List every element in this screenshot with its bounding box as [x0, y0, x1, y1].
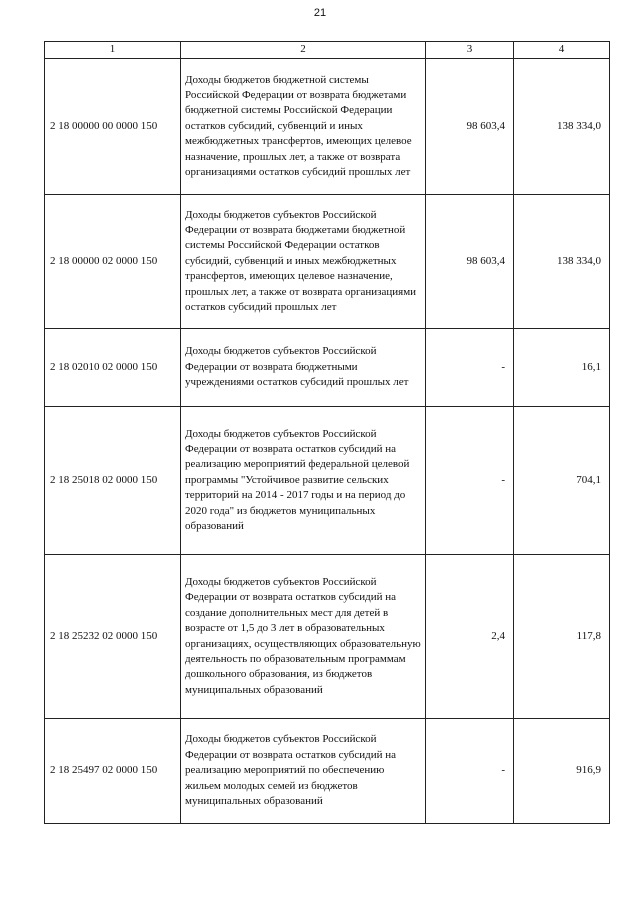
- table-row: [45, 719, 610, 824]
- table-row: [45, 195, 610, 329]
- description-cell: Доходы бюджетов субъектов Российской Федерации от возврата бюджетами бюджетной системы Российской Федерации остатков субсидий, субвенций и иных межбюджетных трансфертов, имеющих целевое назначение, прошлых лет, а также от возврата организациями остатков субсидий прошлых лет: [181, 195, 426, 329]
- value-col4-cell: 916,9: [514, 719, 610, 824]
- description-cell: Доходы бюджетов субъектов Российской Федерации от возврата остатков субсидий на реализацию мероприятий по обеспечению жильем молодых семей из бюджетов муниципальных образований: [181, 719, 426, 824]
- column-header-4: 4: [514, 42, 610, 59]
- table-row: [45, 329, 610, 407]
- column-header-3: 3: [426, 42, 514, 59]
- value-col4-cell: 117,8: [514, 555, 610, 719]
- value-col3-cell: 98 603,4: [426, 59, 514, 195]
- budget-code-cell: 2 18 00000 00 0000 150: [45, 59, 181, 195]
- description-cell: Доходы бюджетов субъектов Российской Федерации от возврата остатков субсидий на реализацию мероприятий федеральной целевой программы "Устойчивое развитие сельских территорий на 2014 - 2017 годы и на период до 2020 года" из бюджетов муниципальных образований: [181, 407, 426, 555]
- value-col3-cell: 98 603,4: [426, 195, 514, 329]
- table-row: [45, 555, 610, 719]
- value-col4-cell: 704,1: [514, 407, 610, 555]
- value-col4-cell: 16,1: [514, 329, 610, 407]
- value-col4-cell: 138 334,0: [514, 59, 610, 195]
- budget-revenue-table: [44, 41, 610, 824]
- table-row: [45, 407, 610, 555]
- description-cell: Доходы бюджетов бюджетной системы Российской Федерации от возврата бюджетами бюджетной системы Российской Федерации остатков субсидий, субвенций и иных межбюджетных трансфертов, имеющих целевое назначение, прошлых лет, а также от возврата организациями остатков субсидий прошлых лет: [181, 59, 426, 195]
- description-cell: Доходы бюджетов субъектов Российской Федерации от возврата бюджетными учреждениями остатков субсидий прошлых лет: [181, 329, 426, 407]
- value-col3-cell: 2,4: [426, 555, 514, 719]
- budget-code-cell: 2 18 25018 02 0000 150: [45, 407, 181, 555]
- budget-code-cell: 2 18 25497 02 0000 150: [45, 719, 181, 824]
- column-header-1: 1: [45, 42, 181, 59]
- budget-code-cell: 2 18 00000 02 0000 150: [45, 195, 181, 329]
- value-col3-cell: -: [426, 407, 514, 555]
- value-col3-cell: -: [426, 329, 514, 407]
- budget-code-cell: 2 18 25232 02 0000 150: [45, 555, 181, 719]
- value-col3-cell: -: [426, 719, 514, 824]
- page-number: 21: [313, 7, 327, 19]
- value-col4-cell: 138 334,0: [514, 195, 610, 329]
- description-cell: Доходы бюджетов субъектов Российской Федерации от возврата остатков субсидий на создание дополнительных мест для детей в возрасте от 1,5 до 3 лет в образовательных организациях, осуществляющих образовательную деятельность по образовательным программам дошкольного образования, из бюджетов муниципальных образований: [181, 555, 426, 719]
- column-header-2: 2: [181, 42, 426, 59]
- budget-code-cell: 2 18 02010 02 0000 150: [45, 329, 181, 407]
- table-header-row: [45, 42, 610, 59]
- table-row: [45, 59, 610, 195]
